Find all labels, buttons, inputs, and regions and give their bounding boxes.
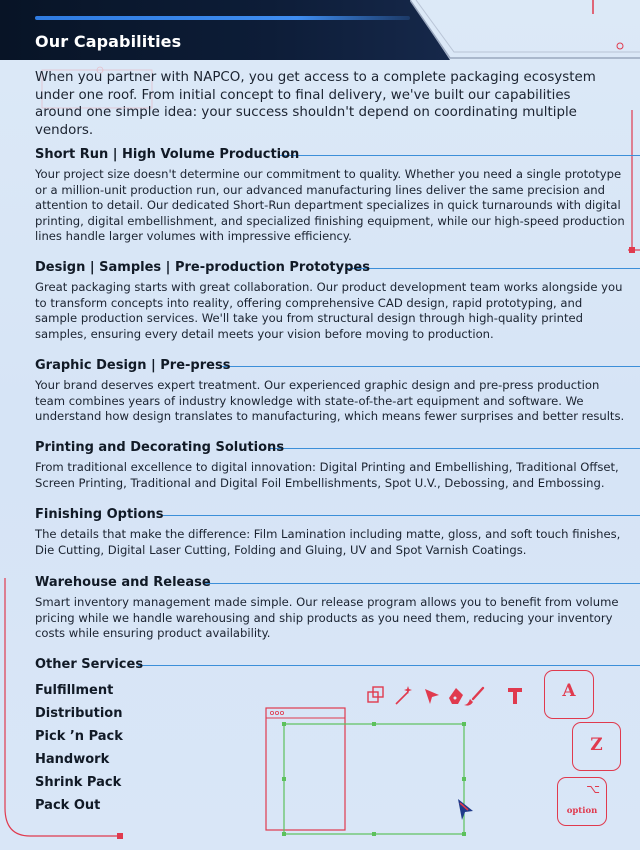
section-body: Your brand deserves expert treatment. Our experienced graphic design and pre-press production team combines years of industry knowledge with state-of-the-art equipment and software. We understand how design translates to manufacturing, which means fewer surprises and better results. <box>35 378 625 423</box>
header-accent-line <box>35 16 410 20</box>
list-item: Pick ’n Pack <box>35 729 123 744</box>
key-z-label: Z <box>590 735 603 755</box>
page-title: Our Capabilities <box>35 32 182 51</box>
section-body: Smart inventory management made simple. Our release program allows you to benefit from volume pricing while we handle warehousing and ship products as you need them, reducing your inventory costs while ensuring product availability. <box>35 595 619 640</box>
expand-icon <box>368 687 383 702</box>
window-outline <box>266 708 345 830</box>
window-frame-illustration <box>262 704 482 840</box>
section-title: Design | Samples | Pre-production Prototypes <box>35 260 370 275</box>
section-graphic-design <box>35 354 625 425</box>
section-finishing-options <box>35 503 625 558</box>
section-divider <box>162 515 640 516</box>
pen-tool-icon <box>449 688 463 704</box>
section-title: Short Run | High Volume Production <box>35 147 300 162</box>
section-design-samples <box>35 256 625 342</box>
option-symbol-icon: ⌥ <box>586 782 600 796</box>
list-item: Pack Out <box>35 798 101 813</box>
key-a <box>544 670 594 719</box>
key-option-label: option <box>566 806 598 816</box>
header-frame-decoration <box>410 0 640 60</box>
section-body: From traditional excellence to digital innovation: Digital Printing and Embellishing, Traditional Offset, Screen Printing, Traditional and Digital Foil Embellishments, Spot U.V., Debossing, and Embossing. <box>35 460 619 490</box>
section-body: The details that make the difference: Film Lamination including matte, gloss, and soft touch finishes, Die Cutting, Digital Laser Cutting, Folding and Gluing, UV and Spot Varnish Coatings. <box>35 527 621 557</box>
key-a-label: A <box>562 681 576 701</box>
section-divider <box>205 583 640 584</box>
cursor-arrow-icon <box>458 799 473 820</box>
cursor-icon <box>425 689 439 704</box>
section-divider <box>221 366 640 367</box>
section-title: Graphic Design | Pre-press <box>35 358 231 373</box>
intro-paragraph: When you partner with NAPCO, you get access to a complete packaging ecosystem under one roof. From initial concept to final delivery, we've built our capabilities around one simple idea: your success shouldn't depend on coordinating multiple vendors. <box>35 70 596 138</box>
section-divider <box>280 155 640 156</box>
header-bar <box>0 0 450 60</box>
section-title: Finishing Options <box>35 507 164 522</box>
other-services-list <box>35 682 123 820</box>
magic-wand-icon <box>396 686 412 704</box>
brush-icon <box>464 688 483 706</box>
section-body: Great packaging starts with great collaboration. Our product development team works alongside you to transform concepts into reality, offering comprehensive CAD design, rapid prototyping, and sample production services. We'll take you from structural design through high-quality printed samples, ensuring every detail meets your vision before moving to production. <box>35 280 623 341</box>
section-title: Other Services <box>35 657 144 672</box>
list-item: Distribution <box>35 706 123 721</box>
section-printing-decorating <box>35 436 625 491</box>
section-other-services <box>35 653 625 673</box>
list-item: Handwork <box>35 752 110 767</box>
list-item: Fulfillment <box>35 683 114 698</box>
key-option <box>557 777 607 826</box>
section-warehouse-release <box>35 571 625 642</box>
section-title: Warehouse and Release <box>35 575 211 590</box>
section-short-run <box>35 143 625 245</box>
section-body: Your project size doesn't determine our commitment to quality. Whether you need a single prototype or a million-unit production run, our advanced manufacturing lines deliver the same precision and attention to detail. Our dedicated Short-Run department specializes in quick turnarounds with digital printing, digital embellishment, and specialized finishing equipment, while our high-speed production lines handle larger volumes with impressive efficiency. <box>35 167 625 243</box>
key-z <box>572 722 621 771</box>
section-title: Printing and Decorating Solutions <box>35 440 285 455</box>
selection-frame <box>284 724 464 834</box>
section-divider <box>347 268 640 269</box>
list-item: Shrink Pack <box>35 775 122 790</box>
text-tool-icon <box>508 688 522 704</box>
section-divider <box>138 665 640 666</box>
section-divider <box>269 448 640 449</box>
